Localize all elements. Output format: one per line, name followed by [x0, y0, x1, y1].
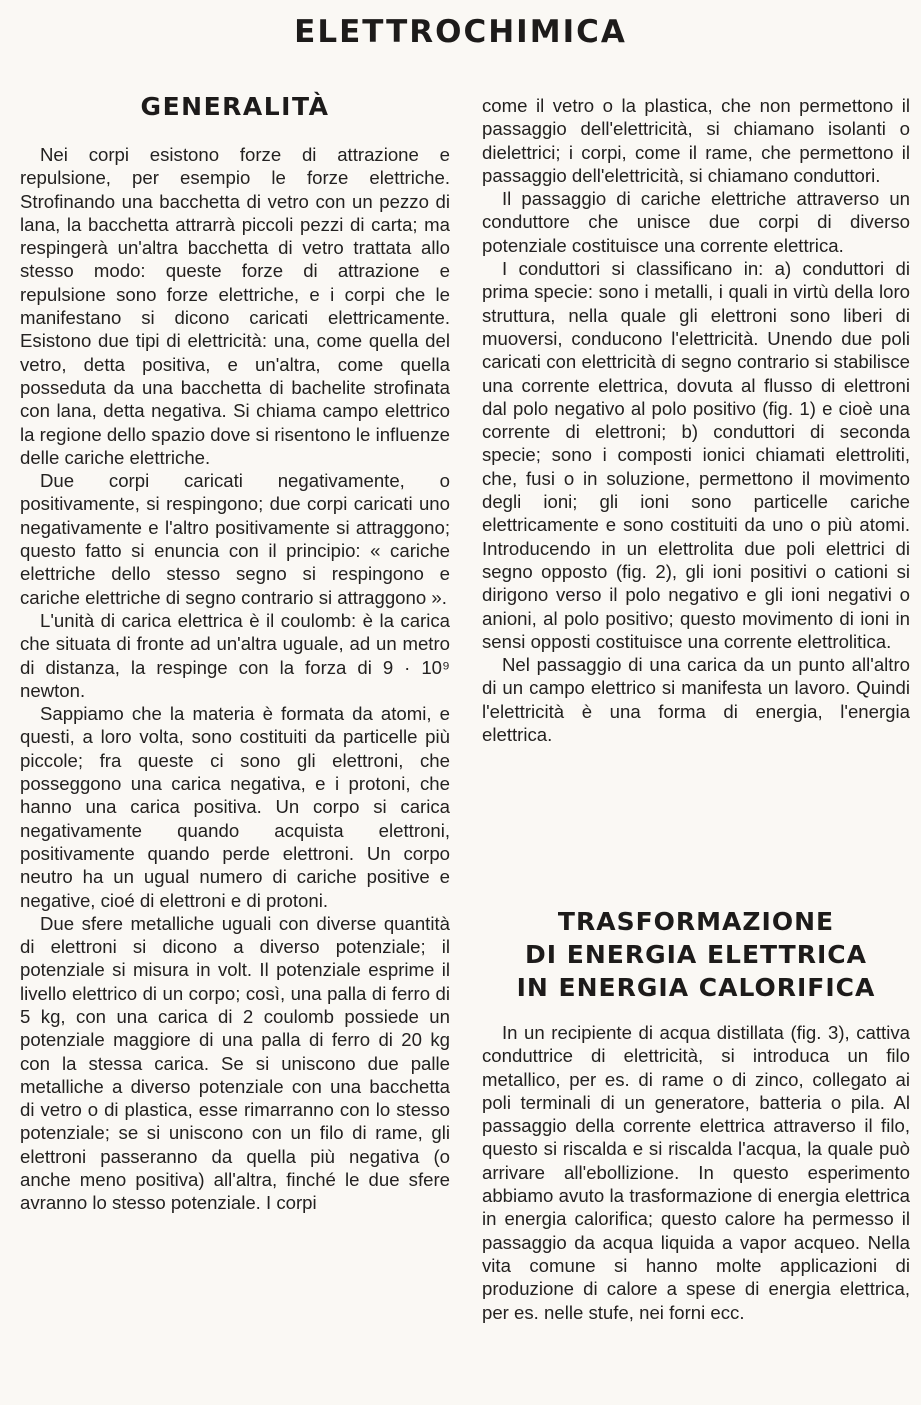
- heading-line: IN ENERGIA CALORIFICA: [516, 973, 876, 1002]
- section-heading-trasformazione: [482, 905, 910, 1004]
- heading-line: DI ENERGIA ELETTRICA: [525, 940, 867, 969]
- paragraph: I conduttori si classificano in: a) conduttori di prima specie: sono i metalli, i quali in virtù della loro struttura, nella quale gli elettroni sono liberi di muoversi, conducono l'elettricità. Unendo due poli caricati con elettricità di segno contrario si stabilisce una corrente elettrica, dovuta al flusso di elettroni dal polo negativo al polo positivo (fig. 1) e cioè una corrente di elettroni; b) conduttori di seconda specie; sono i composti ionici chiamati elettroliti, che, fusi o in soluzione, permettono il movimento degli ioni; gli ioni sono particelle cariche elettricamente e sono costituiti da uno o più atomi. Introducendo in un elettrolita due poli elettrici di segno opposto (fig. 2), gli ioni positivi o cationi si dirigono verso il polo negativo e gli ioni negativi o anioni, al polo positivo; questo movimento di ioni in sensi opposti costituisce una corrente elettrolitica.: [482, 258, 910, 652]
- heading-line: TRASFORMAZIONE: [557, 907, 835, 936]
- right-column-text: [482, 94, 910, 746]
- paragraph: In un recipiente di acqua distillata (fig. 3), cattiva conduttrice di elettricità, si introduca un filo metallico, per es. di rame o di zinco, collegato ai poli terminali di un generatore, batteria o pila. Al passaggio della corrente elettrica attraverso il filo, questo si riscalda e si riscalda l'acqua, la quale può arrivare all'ebollizione. In questo esperimento abbiamo avuto la trasformazione di energia elettrica in energia calorifica; questo calore ha permesso il passaggio da acqua liquida a vapor acqueo. Nella vita comune si hanno molte applicazioni di produzione di calore a spese di energia elettrica, per es. nelle stufe, nei forni ecc.: [482, 1022, 910, 1323]
- paragraph: Due sfere metalliche uguali con diverse quantità di elettroni si dicono a diverso potenziale; il potenziale si misura in volt. Il potenziale esprime il livello elettrico di un corpo; così, una palla di ferro di 5 kg, con una carica di 2 coulomb possiede un potenziale maggiore di una palla di ferro di 20 kg con la stessa carica. Se si uniscono due palle metalliche a diverso potenziale con una bacchetta di vetro o di plastica, esse rimarranno con lo stesso potenziale; se si uniscono con un filo di rame, gli elettroni passeranno da quella più negativa (o anche meno positiva) all'altra, finché le due sfere avranno lo stesso potenziale. I corpi: [20, 912, 450, 1214]
- paragraph: come il vetro o la plastica, che non permettono il passaggio dell'elettricità, si chiamano isolanti o dielettrici; i corpi, come il rame, che permettono il passaggio dell'elettricità, si chiamano conduttori.: [482, 95, 910, 186]
- paragraph: Sappiamo che la materia è formata da atomi, e questi, a loro volta, sono costituiti da particelle più piccole; fra queste ci sono gli elettroni, che posseggono una carica negativa, e i protoni, che hanno una carica positiva. Un corpo si carica negativamente quando acquista elettroni, positivamente quando perde elettroni. Un corpo neutro ha un ugual numero di cariche positive e negative, cioé di elettroni e di protoni.: [20, 703, 450, 911]
- paragraph: Nei corpi esistono forze di attrazione e repulsione, per esempio le forze elettriche. Strofinando una bacchetta di vetro con un pezzo di lana, la bacchetta attrarrà piccoli pezzi di carta; ma respingerà un'altra bacchetta di vetro trattata allo stesso modo: queste forze di attrazione e repulsione sono forze elettriche, e i corpi che le manifestano si dicono caricati elettricamente. Esistono due tipi di elettricità: una, come quella del vetro, detta positiva, e un'altra, come quella posseduta da una bacchetta di bachelite strofinata con lana, detta negativa. Si chiama campo elettrico la regione dello spazio dove si risentono le influenze delle cariche elettriche.: [20, 144, 450, 468]
- paragraph: Due corpi caricati negativamente, o positivamente, si respingono; due corpi caricati uno negativamente e l'altro positivamente si attraggono; questo fatto si enuncia con il principio: « cariche elettriche dello stesso segno si respingono e cariche elettriche di segno contrario si attraggono ».: [20, 470, 450, 608]
- right-column-text-2: [482, 1021, 910, 1324]
- section-heading-generalita: GENERALITÀ: [140, 92, 330, 121]
- page-title: ELETTROCHIMICA: [294, 14, 627, 50]
- paragraph: Nel passaggio di una carica da un punto all'altro di un campo elettrico si manifesta un lavoro. Quindi l'elettricità è una forma di energia, l'energia elettrica.: [482, 654, 910, 746]
- left-column-text: [20, 143, 450, 1215]
- paragraph: L'unità di carica elettrica è il coulomb: è la carica che situata di fronte ad un'altra uguale, ad un metro di distanza, la respinge con la forza di 9 · 10⁹ newton.: [20, 609, 450, 701]
- paragraph: Il passaggio di cariche elettriche attraverso un conduttore che unisce due corpi di diverso potenziale costituisce una corrente elettrica.: [482, 188, 910, 256]
